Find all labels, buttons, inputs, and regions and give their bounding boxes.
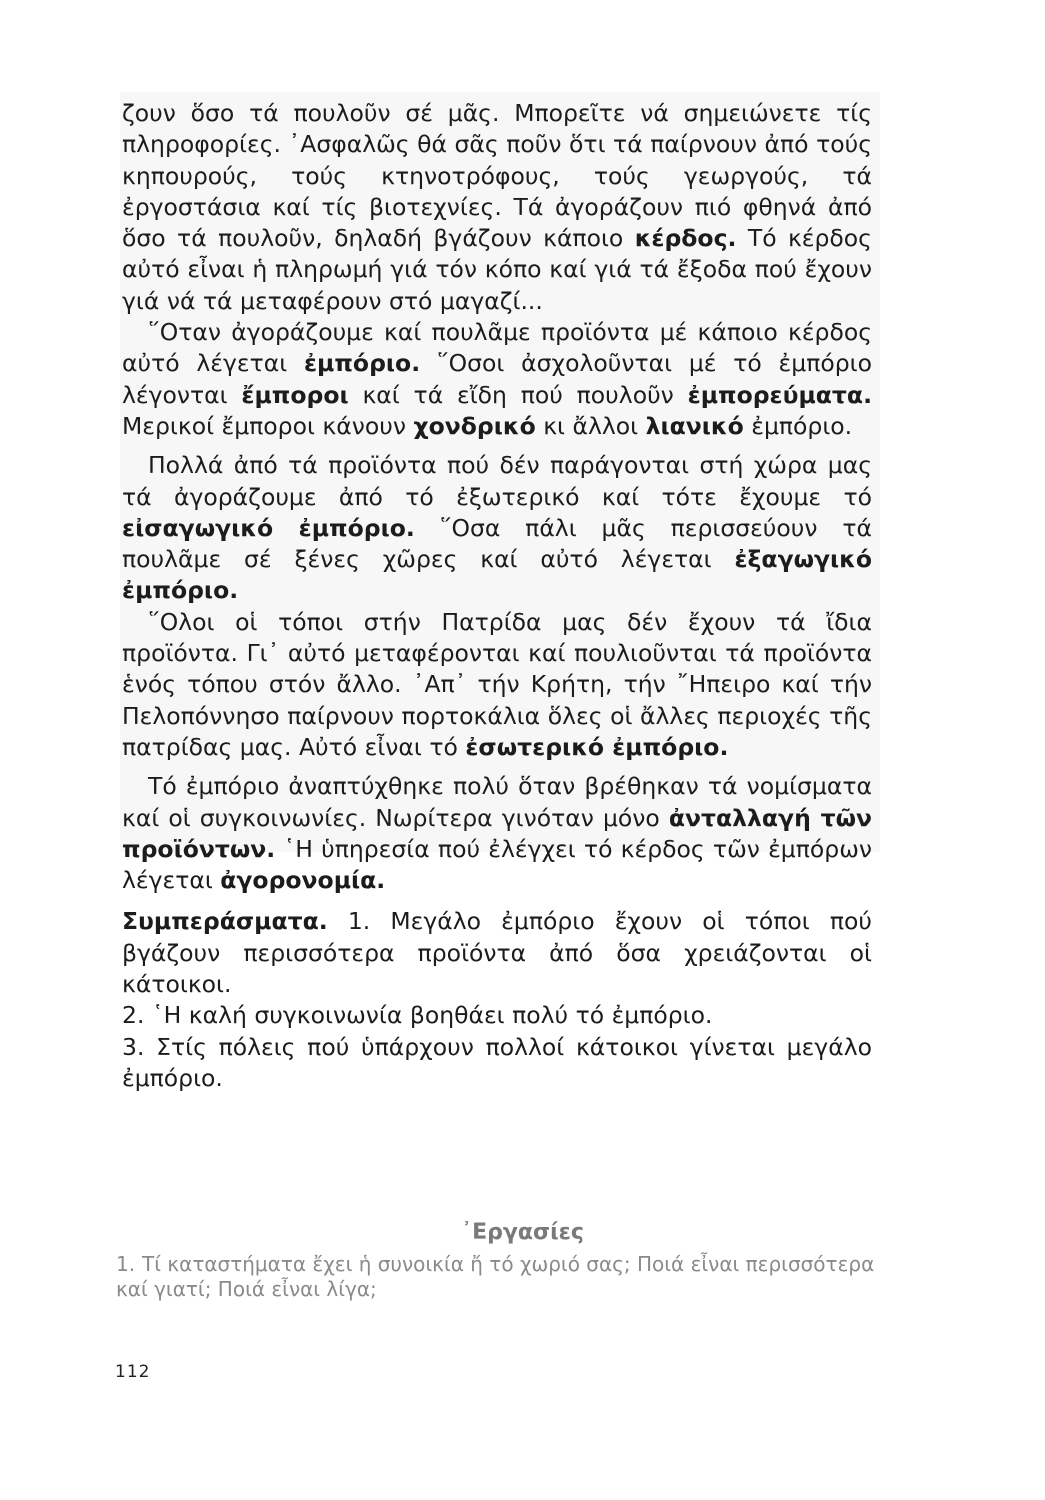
bold-term: λιανικό: [645, 411, 744, 440]
paragraph-1: [122, 98, 872, 317]
bold-term: ἐξαγωγικό ἐμπόριο.: [122, 545, 872, 605]
text-run: ἐμπόριο.: [743, 411, 853, 440]
conclusion-item-3: 3. Στίς πόλεις πού ὑπάρχουν πολλοί κάτοικοι γίνεται μεγάλο ἐμπόριο.: [122, 1032, 872, 1092]
paragraph-4: [122, 607, 872, 763]
bold-term: χονδρικό: [413, 411, 536, 440]
text-run: ῾Η ὑπηρεσία πού ἐλέγχει τό κέρδος τῶν ἐμπόρων λέγεται: [122, 834, 872, 895]
tasks-title: ᾿Εργασίες: [461, 1220, 584, 1245]
conclusion-item-1: Συμπεράσματα. 1. Μεγάλο ἐμπόριο ἔχουν οἱ τόποι πού βγάζουν περισσότερα προϊόντα ἀπό ὅσα χρειάζονται οἱ κάτοικοι.: [122, 907, 872, 999]
paragraph-2: [122, 317, 872, 442]
text-run: Τό κέρδος αὐτό εἶναι ἡ πληρωμή γιά τόν κόπο καί γιά τά ἔξοδα πού ἔχουν γιά νά τά μεταφέρουν στό μαγαζί...: [122, 224, 872, 315]
text-body: [122, 98, 872, 1094]
text-run: καί τά εἴδη πού πουλοῦν: [348, 380, 688, 409]
text-run: Πολλά ἀπό τά προϊόντα πού δέν παράγονται στή χώρα μας τά ἀγοράζουμε ἀπό τό ἐξωτερικό καί τότε ἔχουμε τό: [122, 451, 872, 511]
bold-term: ἔμποροι: [241, 380, 349, 409]
text-run: Τό ἐμπόριο ἀναπτύχθηκε πολύ ὅταν βρέθηκαν τά νομίσματα καί οἱ συγκοινωνίες. Νωρίτερα γινόταν μόνο: [122, 772, 872, 832]
text-run: ῞Οταν ἀγοράζουμε καί πουλᾶμε προϊόντα μέ κάποιο κέρδος αὐτό λέγεται: [122, 318, 872, 378]
bold-term: ἐμπόριο.: [303, 349, 421, 378]
bold-term: εἰσαγωγικό ἐμπόριο.: [122, 513, 415, 542]
page-number: 112: [115, 1362, 151, 1382]
text-run: Μερικοί ἔμποροι κάνουν: [122, 411, 414, 440]
text-run: ῞Οσα πάλι μᾶς περισσεύουν τά πουλᾶμε σέ ξένες χῶρες καί αὐτό λέγεται: [122, 513, 872, 574]
conclusion-item-2: 2. ῾Η καλή συγκοινωνία βοηθάει πολύ τό ἐμπόριο.: [122, 1001, 713, 1030]
paragraph-5: [122, 771, 872, 896]
bold-term: ἐμπορεύματα.: [687, 380, 872, 409]
text-run: ζουν ὅσο τά πουλοῦν σέ μᾶς. Μπορεῖτε νά σημειώνετε τίς πληροφορίες. ᾿Ασφαλῶς θά σᾶς ποῦν ὅτι τά παίρνουν ἀπό τούς κηπουρούς, τούς κτηνοτρόφους, τούς γεωργούς, τά ἐργοστάσια καί τίς βιοτεχνίες. Τά ἀγοράζουν πιό φθηνά ἀπό ὅσο τά πουλοῦν, δηλαδή βγάζουν κάποιο: [122, 99, 872, 253]
bold-term: ἐσωτερικό ἐμπόριο.: [465, 732, 729, 761]
conclusions-section: [122, 906, 872, 1094]
conclusions-heading: Συμπεράσματα.: [122, 907, 328, 936]
text-run: ῞Ολοι οἱ τόποι στήν Πατρίδα μας δέν ἔχουν τά ἴδια προϊόντα. Γι᾿ αὐτό μεταφέρονται καί πουλιοῦνται τά προϊόντα ἑνός τόπου στόν ἄλλο. ᾿Απ᾿ τήν Κρήτη, τήν ῎Ηπειρο καί τήν Πελοπόννησο παίρνουν πορτοκάλια ὅλες οἱ ἄλλες περιοχές τῆς πατρίδας μας. Αὐτό εἶναι τό: [122, 607, 872, 761]
bold-term: κέρδος.: [634, 224, 737, 253]
paragraph-3: [122, 450, 872, 606]
bold-term: ἀνταλλαγή τῶν προϊόντων.: [122, 803, 873, 863]
text-run: ῞Οσοι ἀσχολοῦνται μέ τό ἐμπόριο λέγονται: [122, 349, 872, 409]
text-run: κι ἄλλοι: [535, 411, 646, 440]
bold-term: ἀγορονομία.: [220, 866, 386, 895]
task-item-1: 1. Τί καταστήματα ἔχει ἡ συνοικία ἤ τό χωριό σας; Ποιά εἶναι περισσότερα καί γιατί; Ποιά εἶναι λίγα;: [116, 1252, 875, 1301]
